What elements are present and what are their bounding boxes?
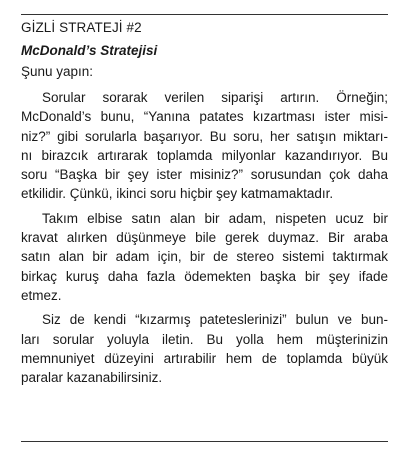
paragraph-line: Takım elbise satın alan bir adam, nispeten ucuz bir: [42, 210, 388, 226]
paragraph-line: kravat alırken düşünmeye bile gerek duymaz. Bir araba: [21, 230, 388, 246]
paragraph-line: etmez.: [21, 287, 62, 303]
paragraph-line: paralar kazanabilirsiniz.: [21, 370, 163, 386]
paragraph-line: nı birazcık artırarak toplamda milyonlar kazandırıyor. Bu: [21, 147, 388, 163]
paragraph-line: memnuniyet düzeyini artırabilir hem de toplamda büyük: [21, 350, 388, 366]
paragraph-1: [21, 88, 388, 204]
paragraph-line: niz?” gibi sorularla başarıyor. Bu soru, her satışın miktarı-: [21, 128, 388, 144]
paragraph-line: ları sorular yoluyla iletin. Bu yolla hem müşterinizin: [21, 331, 388, 347]
top-rule: [21, 14, 388, 15]
paragraph-line: Sorular sorarak verilen siparişi artırın. Örneğin;: [42, 90, 388, 105]
paragraph-2: [21, 209, 388, 305]
box-subtitle: McDonald’s Stratejisi: [21, 43, 158, 58]
bottom-rule: [21, 441, 388, 442]
paragraph-line: McDonald’s bunu, “Yanına patates kızartması ister misi-: [21, 109, 388, 125]
paragraph-line: Siz de kendi “kızarmış pateteslerinizi” bulun ve bun-: [42, 312, 388, 328]
box-heading: GİZLİ STRATEJİ #2: [21, 20, 142, 35]
paragraph-line: birkaç kuruş daha fazla ödemekten başka bir şey ifade: [21, 268, 388, 284]
paragraph-line: soru “Başka bir şey ister misiniz?” sorusundan çok daha: [21, 167, 388, 183]
paragraph-3: [21, 310, 388, 387]
paragraph-line: satın alan bir adam için, bir de stereo sistemi taktırmak: [21, 249, 388, 265]
box-intro: Şunu yapın:: [21, 64, 94, 79]
strategy-box: [21, 14, 388, 387]
paragraph-line: etkilidir. Çünkü, ikinci soru hiçbir şey katmamaktadır.: [21, 186, 334, 202]
